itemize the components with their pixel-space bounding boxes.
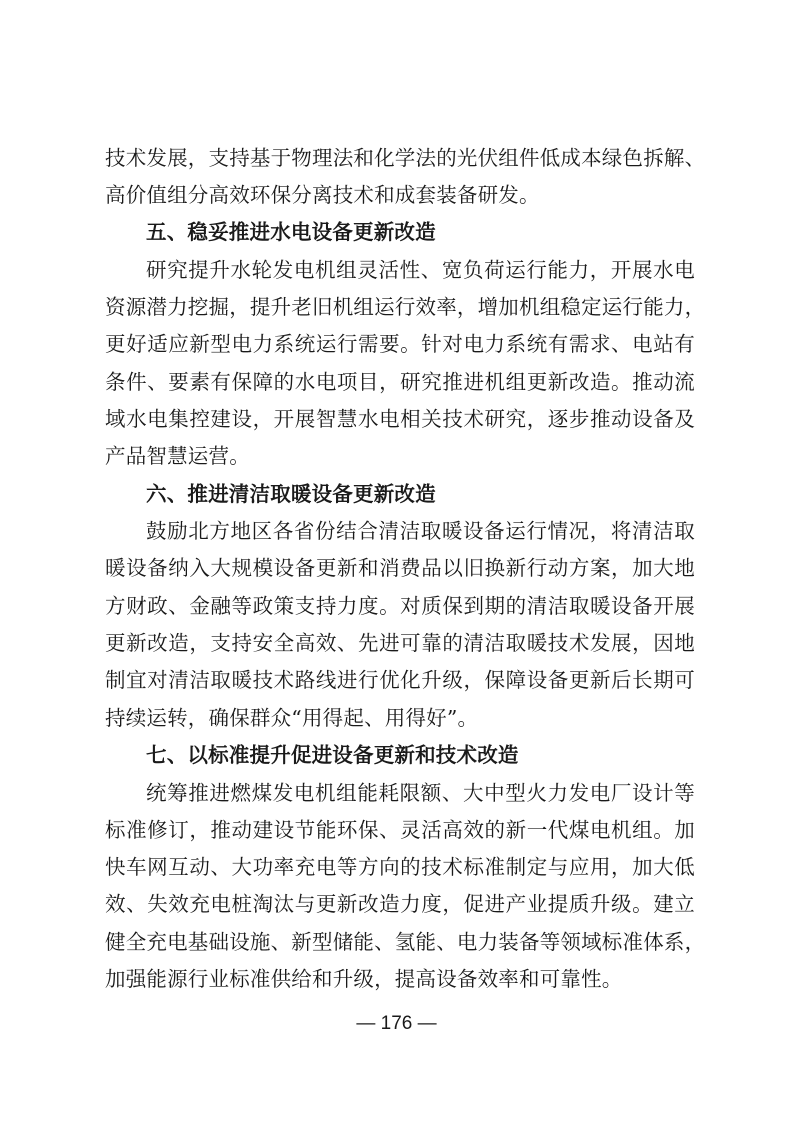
body-text-line: 方财政、金融等政策支持力度。对质保到期的清洁取暖设备开展 (105, 594, 695, 618)
body-text-line: 研究提升水轮发电机组灵活性、宽负荷运行能力，开展水电 (146, 258, 695, 282)
body-text-line: 鼓励北方地区各省份结合清洁取暖设备运行情况，将清洁取 (146, 519, 695, 543)
body-text-line: 健全充电基础设施、新型储能、氢能、电力装备等领域标准体系， (105, 930, 706, 954)
page-number: — 176 — (356, 1013, 437, 1034)
body-text-line: 效、失效充电桩淘汰与更新改造力度，促进产业提质升级。建立 (105, 892, 695, 916)
body-text-line: 高价值组分高效环保分离技术和成套装备研发。 (105, 183, 540, 207)
body-text-line: 更好适应新型电力系统运行需要。针对电力系统有需求、电站有 (105, 332, 695, 356)
body-text-line: 标准修订，推动建设节能环保、灵活高效的新一代煤电机组。加 (105, 818, 695, 842)
body-text-line: 技术发展，支持基于物理法和化学法的光伏组件低成本绿色拆解、 (105, 146, 706, 170)
section-heading-6: 六、推进清洁取暖设备更新改造 (146, 482, 436, 506)
body-text-line: 暖设备纳入大规模设备更新和消费品以旧换新行动方案，加大地 (105, 556, 695, 580)
body-text-line: 资源潜力挖掘，提升老旧机组运行效率，增加机组稳定运行能力， (105, 295, 706, 319)
body-text-line: 制宜对清洁取暖技术路线进行优化升级，保障设备更新后长期可 (105, 668, 695, 692)
body-text-line: 产品智慧运营。 (105, 444, 250, 468)
section-heading-7: 七、以标准提升促进设备更新和技术改造 (146, 743, 519, 767)
body-text-line: 条件、要素有保障的水电项目，研究推进机组更新改造。推动流 (105, 370, 695, 394)
body-text-line: 加强能源行业标准供给和升级，提高设备效率和可靠性。 (105, 967, 623, 991)
body-text-line: 更新改造，支持安全高效、先进可靠的清洁取暖技术发展，因地 (105, 631, 695, 655)
section-heading-5: 五、稳妥推进水电设备更新改造 (146, 220, 436, 244)
body-text-line: 快车网互动、大功率充电等方向的技术标准制定与应用，加大低 (105, 855, 695, 879)
body-text-line: 持续运转，确保群众“用得起、用得好”。 (105, 706, 479, 730)
body-text-line: 域水电集控建设，开展智慧水电相关技术研究，逐步推动设备及 (105, 407, 695, 431)
body-text-line: 统筹推进燃煤发电机组能耗限额、大中型火力发电厂设计等 (146, 781, 695, 805)
